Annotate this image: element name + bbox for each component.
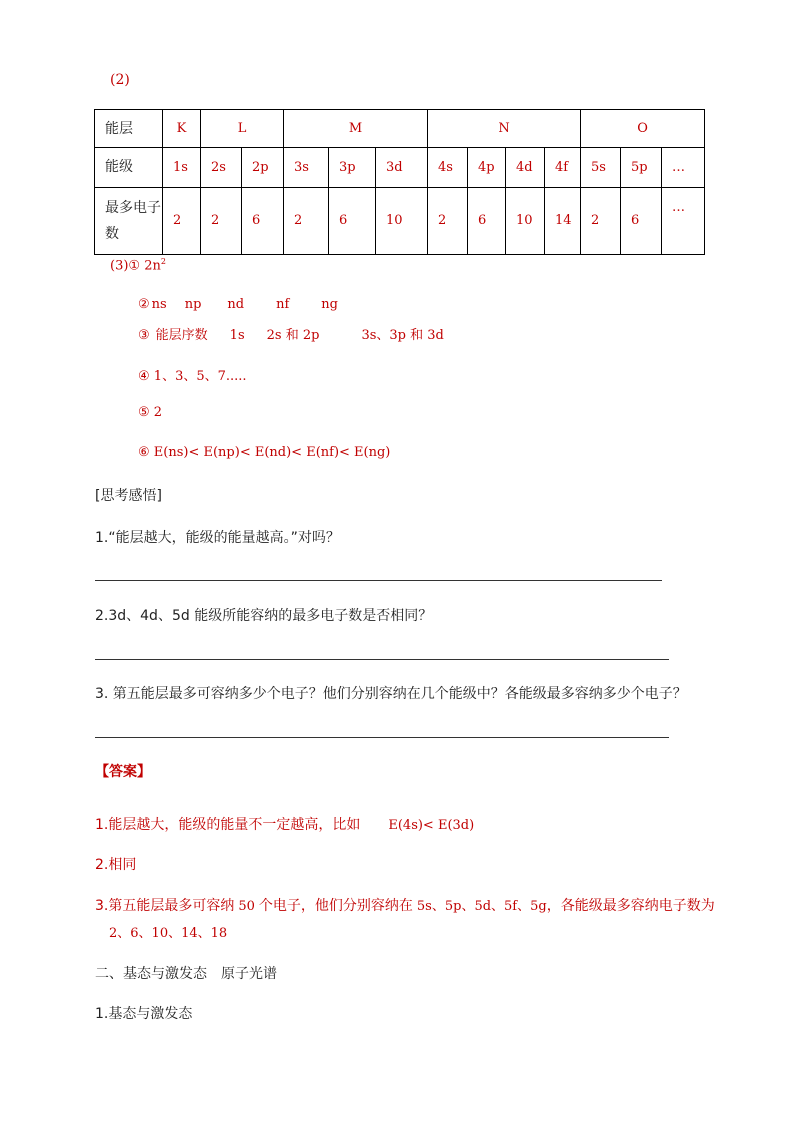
max-electron-cell: …	[662, 187, 705, 254]
row-header-shell: 能层	[95, 110, 163, 148]
sublevel-cell: 4f	[545, 148, 581, 187]
energy-level-table	[94, 109, 705, 255]
answer-2: 2.相同	[95, 857, 137, 873]
sublevel-cell: 4s	[428, 148, 468, 187]
sublevel-cell: 2p	[242, 148, 284, 187]
sublevel-cell: 5s	[581, 148, 621, 187]
subsection-heading: 1.基态与激发态	[95, 1006, 193, 1022]
shell-cell: O	[581, 110, 705, 148]
shell-cell: M	[284, 110, 428, 148]
part3-item-5: ⑤ 2	[138, 405, 163, 420]
question-1: 1.“能层越大，能级的能量越高。”对吗？	[95, 530, 340, 546]
row-header-max-electrons: 最多电子数	[95, 187, 163, 254]
part3-item-2: ② ns np nd nf ng	[138, 297, 338, 312]
max-electron-cell: 10	[376, 187, 428, 254]
max-electron-row	[95, 187, 705, 254]
max-electron-cell: 6	[329, 187, 376, 254]
part3-item-1: (3)① $2n^2$	[110, 257, 166, 274]
sublevel-cell: 5p	[621, 148, 662, 187]
answer-line	[95, 659, 669, 660]
row-header-sublevel: 能级	[95, 148, 163, 187]
section-label: (2)	[110, 72, 130, 88]
max-electron-cell: 6	[242, 187, 284, 254]
answer-1: 1.能层越大，能级的能量不一定越高，比如 E(4s)< E(3d)	[95, 817, 475, 833]
sublevel-cell: 2s	[201, 148, 242, 187]
answer-line	[95, 580, 662, 581]
sublevel-cell: 1s	[163, 148, 201, 187]
part3-label: (3)	[110, 258, 129, 274]
part3-item-4: ④ 1、3、5、7.....	[138, 369, 247, 384]
answer-heading: 【答案】	[95, 764, 151, 780]
sublevel-cell: …	[662, 148, 705, 187]
max-electron-cell: 6	[468, 187, 506, 254]
max-electron-cell: 2	[581, 187, 621, 254]
shell-cell: L	[201, 110, 284, 148]
max-electron-cell: 10	[506, 187, 545, 254]
part3-item-3: ③ 能层序数 1s 2s 和 2p 3s、3p 和 3d	[138, 328, 444, 343]
reflection-heading: [思考感悟]	[95, 488, 162, 504]
max-electron-cell: 2	[163, 187, 201, 254]
max-electron-cell: 2	[284, 187, 329, 254]
answer-3-values: 2、6、10、14、18	[109, 926, 228, 941]
shell-row	[95, 110, 705, 148]
max-electron-cell: 2	[201, 187, 242, 254]
section-heading: 二、基态与激发态 原子光谱	[95, 966, 277, 982]
shell-cell: K	[163, 110, 201, 148]
sublevel-cell: 3s	[284, 148, 329, 187]
sublevel-cell: 4p	[468, 148, 506, 187]
max-electron-cell: 6	[621, 187, 662, 254]
question-2: 2.3d、4d、5d 能级所能容纳的最多电子数是否相同？	[95, 608, 433, 624]
shell-cell: N	[428, 110, 581, 148]
sublevel-row	[95, 148, 705, 187]
sublevel-cell: 4d	[506, 148, 545, 187]
sublevel-cell: 3d	[376, 148, 428, 187]
answer-line	[95, 737, 669, 738]
part3-item-6: ⑥ E(ns)< E(np)< E(nd)< E(nf)< E(ng)	[138, 445, 391, 460]
max-electron-cell: 2	[428, 187, 468, 254]
max-electron-cell: 14	[545, 187, 581, 254]
answer-3: 3.第五能层最多可容纳 50 个电子，他们分别容纳在 5s、5p、5d、5f、5g，各能级最多容纳电子数为	[95, 898, 715, 914]
sublevel-cell: 3p	[329, 148, 376, 187]
question-3: 3. 第五能层最多可容纳多少个电子？他们分别容纳在几个能级中？各能级最多容纳多少个电子？	[95, 686, 687, 702]
